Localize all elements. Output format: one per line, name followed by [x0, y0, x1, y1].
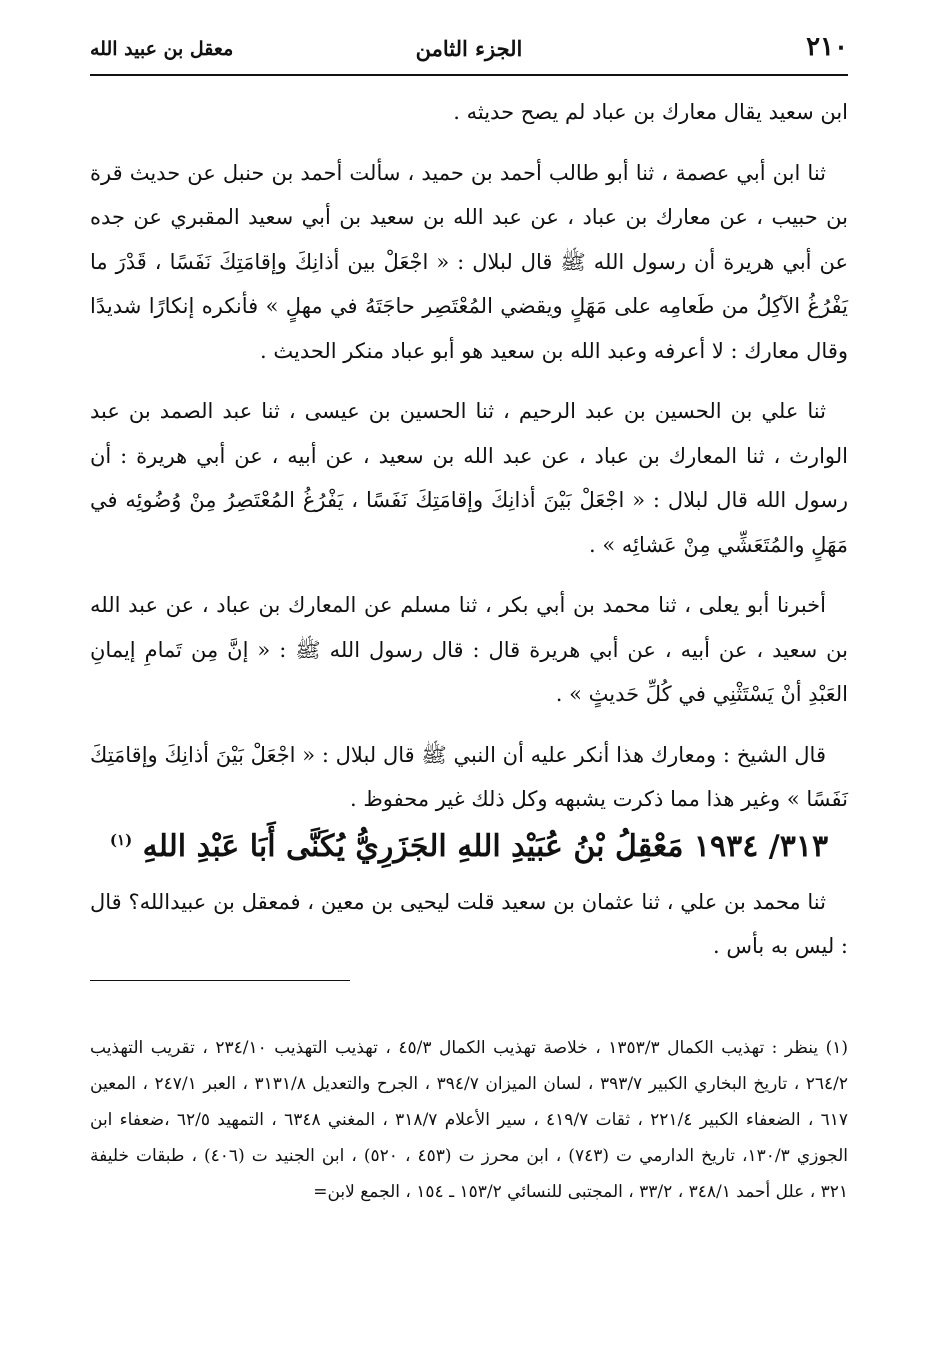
main-text	[90, 90, 848, 985]
running-head: معقل بن عبيد الله	[90, 38, 234, 60]
paragraph-3: ثنا علي بن الحسين بن عبد الرحيم ، ثنا الحسين بن عيسى ، ثنا عبد الصمد بن عبد الوارث ، ثنا المعارك بن عباد ، عن عبد الله بن سعيد ، عن أبيه ، عن أبي هريرة : أن رسول الله قال لبلال : « اجْعَلْ بَيْنَ أذانِكَ وإقامَتِكَ نَفَسًا ، يَفْرُغُ المُعْتَصِرُ مِنْ وُضُوئِه في مَهَلٍ والمُتَعَشِّي مِنْ عَشائِه » .	[90, 399, 848, 557]
entry-title: ٣١٣/ ١٩٣٤ مَعْقِلُ بْنُ عُبَيْدِ اللهِ الجَزَرِيُّ يُكَنَّى أَبَا عَبْدِ اللهِ	[142, 828, 829, 864]
footnote-marker: (١)	[109, 830, 133, 849]
page-number: ٢١٠	[806, 32, 848, 62]
paragraph-2: ثنا ابن أبي عصمة ، ثنا أبو طالب أحمد بن حميد ، سألت أحمد بن حنبل عن حديث قرة بن حبيب ، عن معارك بن عباد ، عن عبد الله بن سعيد بن أبي سعيد المقبري عن جده عن أبي هريرة أن رسول الله ﷺ قال لبلال : « اجْعَلْ بين أذانِكَ وإقامَتِكَ نَفَسًا ، قَدْرَ ما يَفْرُغُ الآكِلُ من طَعامِه على مَهَلٍ ويقضي المُعْتَصِر حاجَتَهُ في مهلٍ » فأنكره إنكارًا شديدًا وقال معارك : لا أعرفه وعبد الله بن سعيد هو أبو عباد منكر الحديث .	[90, 160, 848, 363]
footnote-separator	[90, 980, 350, 981]
header-rule	[90, 74, 848, 76]
entry-heading	[90, 824, 848, 870]
paragraph-1: ابن سعيد يقال معارك بن عباد لم يصح حديثه .	[453, 100, 848, 124]
footnote-1: (١) ينظر : تهذيب الكمال ١٣٥٣/٣ ، خلاصة تهذيب الكمال ٤٥/٣ ، تهذيب التهذيب ٢٣٤/١٠ ، تقريب التهذيب ٢٦٤/٢ ، تاريخ البخاري الكبير ٣٩٣/٧ ، لسان الميزان ٣٩٤/٧ ، الجرح والتعديل ٣١٣١/٨ ، العبر ٢٤٧/١ ، المعين ٦١٧ ، الضعفاء الكبير ٢٢١/٤ ، ثقات ٤١٩/٧ ، سير الأعلام ٣١٨/٧ ، المغني ٦٣٤٨ ، التمهيد ٦٢/٥ ،ضعفاء ابن الجوزي ١٣٠/٣، تاريخ الدارمي ت (٧٤٣) ، ابن محرز ت (٤٥٣ ، ٥٢٠) ، ابن الجنيد ت (٤٠٦) ، طبقات خليفة ٣٢١ ، علل أحمد ٣٤٨/١ ، ٣٣/٢ ، المجتبى للنسائي ١٥٣/٢ ـ ١٥٤ ، الجمع لابن=	[90, 1038, 849, 1202]
entry-paragraph: ثنا محمد بن علي ، ثنا عثمان بن سعيد قلت ليحيى بن معين ، فمعقل بن عبيدالله؟ قال : ليس به بأس .	[90, 889, 848, 958]
paragraph-5: قال الشيخ : ومعارك هذا أنكر عليه أن النبي ﷺ قال لبلال : « اجْعَلْ بَيْنَ أذانِكَ وإقامَتِكَ نَفَسًا » وغير هذا مما ذكرت يشبهه وكل ذلك غير محفوظ .	[90, 742, 848, 811]
book-page	[90, 28, 848, 1348]
paragraph-4: أخبرنا أبو يعلى ، ثنا محمد بن أبي بكر ، ثنا مسلم عن المعارك بن عباد ، عن عبد الله بن سعيد ، عن أبيه ، عن أبي هريرة قال : قال رسول الله ﷺ : « إنَّ مِن تَمامِ إيمانِ العَبْدِ أنْ يَسْتَثْنِي في كُلِّ حَديثٍ » .	[90, 593, 848, 706]
footnotes	[90, 1030, 848, 1210]
part-title: الجزء الثامن	[415, 36, 523, 61]
page-header	[90, 28, 848, 80]
